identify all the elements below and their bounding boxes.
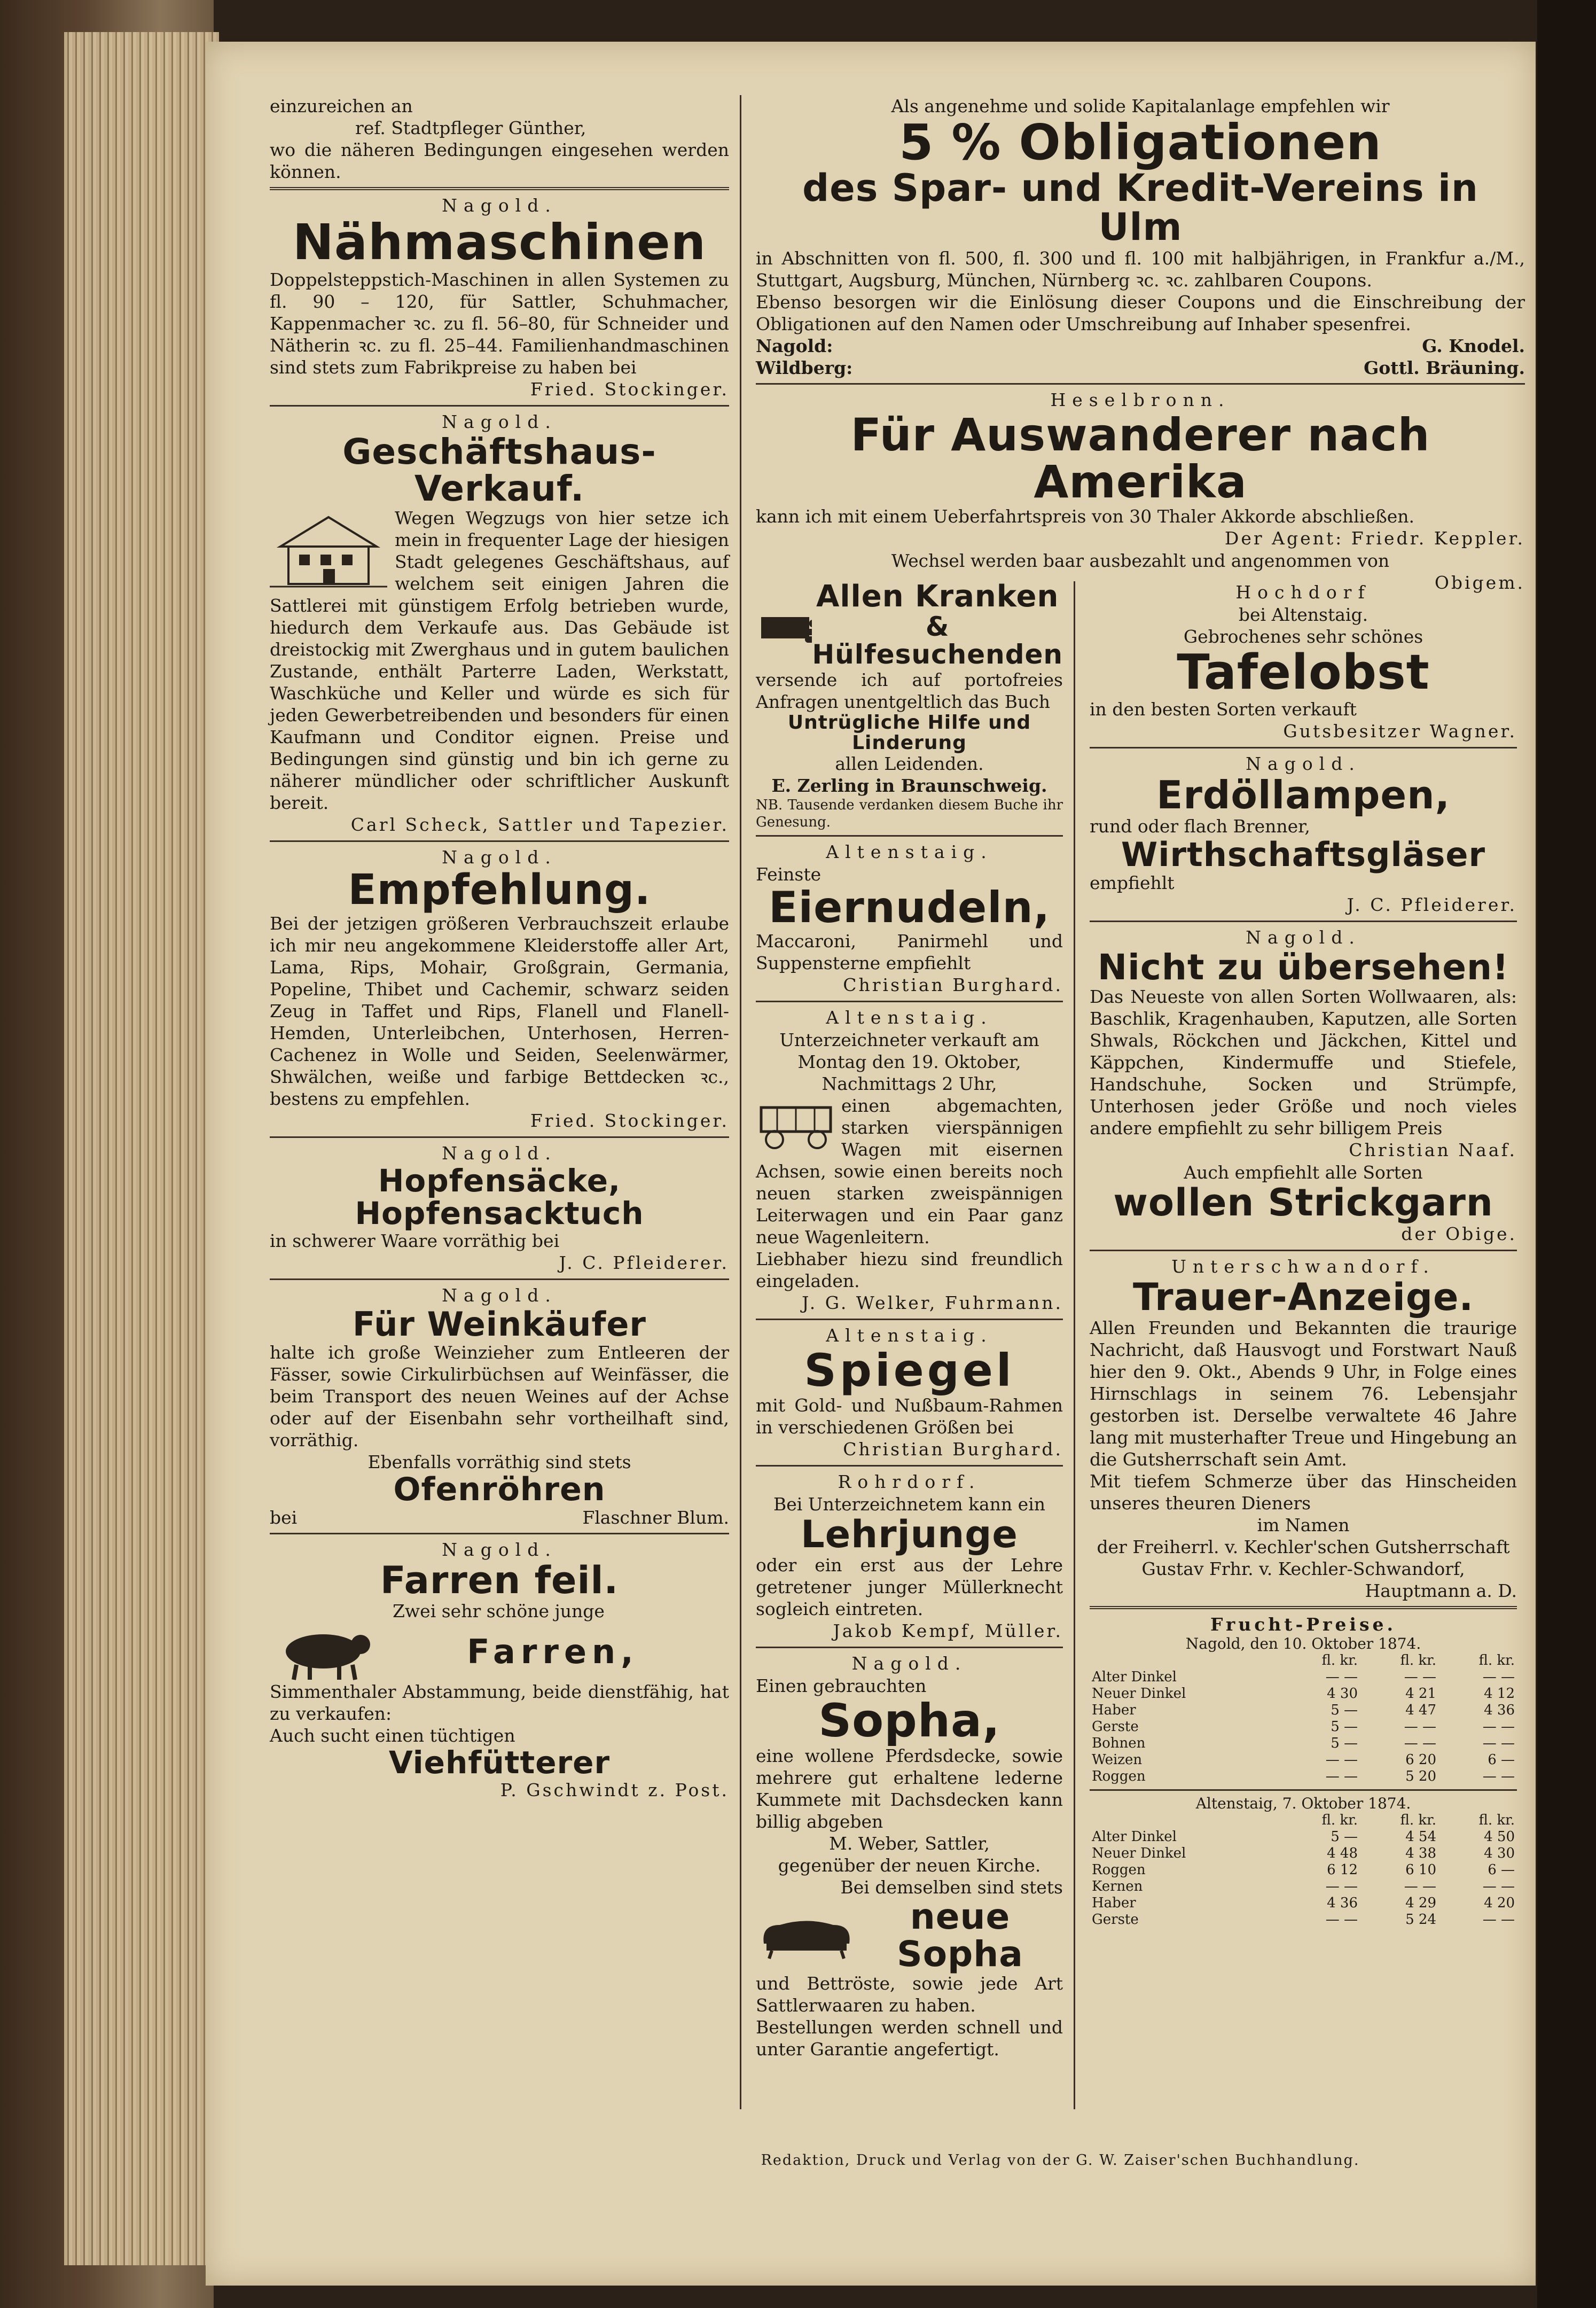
price-cell: 4 12 xyxy=(1484,1686,1515,1702)
grain-name: Weizen xyxy=(1092,1752,1143,1768)
grain-name: Haber xyxy=(1092,1895,1136,1912)
price-cell: — — xyxy=(1325,1752,1358,1768)
grain-name: Bohnen xyxy=(1092,1735,1146,1752)
price-row xyxy=(1090,1862,1517,1878)
ad-title: Nähmaschinen xyxy=(292,214,707,271)
imprint-footer: Redaktion, Druck und Verlag von der G. W. Zaiser'schen Buchhandlung. xyxy=(761,2152,1360,2169)
grain-name: Alter Dinkel xyxy=(1092,1829,1177,1845)
price-cell: 6 — xyxy=(1488,1752,1515,1768)
price-row xyxy=(1090,1768,1517,1785)
ad-farren: Nagold. Farren feil. Zwei sehr schöne junge Farren, Simmenthaler Abstammung, beide dienstfähig, hat zu verkaufen: Auch sucht einen tüchtigen Viehfütterer P. Gschwindt z. Post. xyxy=(270,1539,729,1801)
column-2-top xyxy=(756,95,1525,594)
price-cell: 4 48 xyxy=(1327,1845,1358,1862)
price-cell: 5 — xyxy=(1331,1702,1358,1719)
price-cell: 4 38 xyxy=(1405,1845,1436,1862)
grain-name: Haber xyxy=(1092,1702,1136,1719)
ad-obligationen: Als angenehme und solide Kapitalanlage empfehlen wir 5 % Obligationen des Spar- und Kredit-Vereins in Ulm in Abschnitten von fl. 500, fl. 300 und fl. 100 mit halbjährigen, in Frankfur a./M., Stuttgart, Augsburg, München, Nürnberg ꝛc. ꝛc. zahlbaren Coupons. Ebenso besorgen wir die Einlösung dieser Coupons und die Einschreibung der Obligationen auf den Namen oder Umschreibung auf Inhaber spesenfrei. Nagold: G. Knodel. Wildberg: Gottl. Bräuning. xyxy=(756,96,1525,378)
ad-kranke: Allen Kranken & Hülfesuchenden versende ich auf portofreies Anfragen unentgeltlich das Buch Untrügliche Hilfe und Linderung allen Leidenden. E. Zerling in Braunschweig. NB. Tausende verdanken diesem Buche ihr Genesung. xyxy=(756,579,1063,831)
ad-naehmaschinen: Nagold. Nähmaschinen Doppelsteppstich-Maschinen in allen Systemen zu fl. 90 – 120, für Sattler, Schuhmacher, Kappenmacher ꝛc. zu fl. 56–80, für Schneider und Nätherin ꝛc. zu fl. 25–44. Familienhandmaschinen sind stets zum Fabrikpreise zu haben bei Fried. Stockinger. xyxy=(270,195,729,400)
price-cell: — — xyxy=(1325,1878,1358,1895)
fragment: einzureichen an ref. Stadtpfleger Günther, wo die näheren Bedingungen eingesehen werden können. xyxy=(270,96,729,182)
bull-illustration-icon xyxy=(270,1622,377,1681)
grain-name: Gerste xyxy=(1092,1912,1139,1928)
price-cell: 4 21 xyxy=(1405,1686,1436,1702)
sofa-illustration-icon xyxy=(756,1912,857,1960)
price-cell: 4 30 xyxy=(1327,1686,1358,1702)
column-2 xyxy=(756,581,1063,2060)
wagon-illustration-icon xyxy=(756,1097,836,1150)
grain-name: Neuer Dinkel xyxy=(1092,1686,1186,1702)
price-cell: 4 54 xyxy=(1405,1829,1436,1845)
ad-empfehlung: Nagold. Empfehlung. Bei der jetzigen größeren Verbrauchszeit erlaube ich mir neu angekommene Kleiderstoffe aller Art, Lama, Rips, Mohair, Großgrain, Germania, Popeline, Thibet und Cachemir, schwarz seiden Zeug in Taffet und Rips, Flanell und Flanell-Hemden, Unterleibchen, Unterhosen, Herren-Cachenez in Wolle und Seiden, Seelenwärmer, Shwälchen, weiße und farbige Bettdecken ꝛc., bestens zu empfehlen. Fried. Stockinger. xyxy=(270,847,729,1132)
pointing-hand-icon xyxy=(756,596,812,654)
price-cell: — — xyxy=(1482,1768,1515,1785)
price-cell: 5 — xyxy=(1331,1829,1358,1845)
column-3 xyxy=(1090,581,1517,1928)
price-row xyxy=(1090,1752,1517,1768)
ad-sopha: Nagold. Einen gebrauchten Sopha, eine wollene Pferdsdecke, sowie mehrere gut erhaltene lederne Kummete mit Dachsdecken kann billig abgeben M. Weber, Sattler, gegenüber der neuen Kirche. Bei demselben sind stets neue Sopha und Bettröste, sowie jede Art Sattlerwaaren zu haben. Bestellungen werden schnell und unter Garantie angefertigt. xyxy=(756,1653,1063,2060)
price-cell: — — xyxy=(1325,1669,1358,1686)
price-cell: — — xyxy=(1404,1719,1436,1735)
ad-trauer: Unterschwandorf. Trauer-Anzeige. Allen Freunden und Bekannten die traurige Nachricht, daß Hausvogt und Forstwart Nauß hier den 9. Okt., Abends 9 Uhr, in Folge eines Hirnschlags in seinem 76. Lebensjahr gestorben ist. Derselbe verwaltete 46 Jahre lang mit musterhafter Treue und Hingebung an die Gutsherrschaft sein Amt. Mit tiefem Schmerze über das Hinscheiden unseres theuren Dieners im Namen der Freiherrl. v. Kechler'schen Gutsherrschaft Gustav Frhr. v. Kechler-Schwandorf, Hauptmann a. D. xyxy=(1090,1256,1517,1602)
fruit-price-table-altenstaig: fl. kr. fl. kr. fl. kr. Alter Dinkel 5 — 4 54 4 50 Neuer Dinkel 4 48 4 38 4 30 Roggen 6 12 6 10 6 — Kernen — — — — — — Haber 4 36 4 29 4 20 Gerste — — 5 24 — — xyxy=(1090,1812,1517,1928)
price-row xyxy=(1090,1845,1517,1862)
fruit-prices: Frucht-Preise. Nagold, den 10. Oktober 1874. fl. kr. fl. kr. fl. kr. Alter Dinkel — — — — — — Neuer Dinkel 4 30 4 21 4 12 Haber 5 — 4 47 4 36 Gerste 5 — — — — — Bohnen 5 — — — — — Weizen — — 6 20 6 — Roggen — — 5 20 — — Altenstaig, 7. Oktober 1874. fl. kr. fl. kr. fl. kr. Alter Dinkel 5 — 4 54 4 50 Neuer Dinkel 4 48 4 38 4 30 Roggen 6 12 6 10 6 — Kernen — — — — — — Haber 4 36 4 29 4 20 Gerste — — 5 24 — — xyxy=(1090,1613,1517,1928)
price-cell: 4 50 xyxy=(1484,1829,1515,1845)
ad-tafelobst: Hochdorf bei Altenstaig. Gebrochenes sehr schönes Tafelobst in den besten Sorten verkauft Gutsbesitzer Wagner. xyxy=(1090,582,1517,742)
ad-geschaeftshaus: Nagold. Geschäftshaus- Verkauf. Wegen Wegzugs von hier setze ich mein in frequenter Lage der hiesigen Stadt gelegenes Geschäftshaus, auf welchem seit einigen Jahren die Sattlerei mit günstigem Erfolg betrieben wurde, hiedurch dem Verkaufe aus. Das Gebäude ist dreistockig mit Zwerghaus und in gutem baulichen Zustande, enthält Parterre Laden, Werkstatt, Waschküche und Keller und würde es sich für jeden Gewerbetreibenden und besonders für einen Kaufmann und Conditor eignen. Preise und Bedingungen sind günstig und bin ich gerne zu näherer mündlicher oder schriftlicher Auskunft bereit. Carl Scheck, Sattler und Tapezier. xyxy=(270,411,729,836)
price-cell: 4 29 xyxy=(1405,1895,1436,1912)
price-row xyxy=(1090,1702,1517,1719)
price-cell: 5 — xyxy=(1331,1735,1358,1752)
grain-name: Alter Dinkel xyxy=(1092,1669,1177,1686)
price-row xyxy=(1090,1912,1517,1928)
ad-eiernudeln: Altenstaig. Feinste Eiernudeln, Maccaroni, Panirmehl und Suppensterne empfiehlt Christian Burghard. xyxy=(756,841,1063,996)
price-cell: 6 20 xyxy=(1405,1752,1436,1768)
grain-name: Kernen xyxy=(1092,1878,1143,1895)
grain-name: Roggen xyxy=(1092,1862,1146,1878)
column-1 xyxy=(270,95,729,1802)
price-cell: — — xyxy=(1482,1669,1515,1686)
price-row xyxy=(1090,1735,1517,1752)
fruit-price-table-nagold: fl. kr. fl. kr. fl. kr. Alter Dinkel — — — — — — Neuer Dinkel 4 30 4 21 4 12 Haber 5 — 4 47 4 36 Gerste 5 — — — — — Bohnen 5 — — — — — Weizen — — 6 20 6 — Roggen — — 5 20 — — xyxy=(1090,1652,1517,1785)
page-edges xyxy=(64,32,219,2265)
price-cell: 5 20 xyxy=(1405,1768,1436,1785)
price-cell: 6 12 xyxy=(1327,1862,1358,1878)
price-cell: — — xyxy=(1482,1878,1515,1895)
price-cell: 6 10 xyxy=(1405,1862,1436,1878)
price-cell: — — xyxy=(1404,1735,1436,1752)
price-row xyxy=(1090,1686,1517,1702)
price-row xyxy=(1090,1719,1517,1735)
house-illustration-icon xyxy=(270,509,387,589)
price-cell: 4 47 xyxy=(1405,1702,1436,1719)
ad-wollwaaren: Nagold. Nicht zu übersehen! Das Neueste von allen Sorten Wollwaaren, als: Baschlik, Kragenhauben, Kaputzen, alle Sorten Shwals, Röckchen und Jäckchen, Kittel und Käppchen, Kindermuffe und Stiefele, Handschuhe, Socken und Strümpfe, Unterhosen jeder Größe und noch vieles andere empfiehlt zu sehr billigem Preis Christian Naaf. Auch empfiehlt alle Sorten wollen Strickgarn der Obige. xyxy=(1090,927,1517,1244)
ad-weinkaeufer: Nagold. Für Weinkäufer halte ich große Weinzieher zum Entleeren der Fässer, sowie Cirkulirbüchsen auf Weinfässer, die beim Transport des neuen Weines auf der Achse oder auf der Eisenbahn sehr vortheilhaft sind, vorräthig. Ebenfalls vorräthig sind stets Ofenröhren bei Flaschner Blum. xyxy=(270,1284,729,1528)
ad-auswanderer: Heselbronn. Für Auswanderer nach Amerika kann ich mit einem Ueberfahrtspreis von 30 Thaler Akkorde abschließen. Der Agent: Friedr. Keppler. Wechsel werden baar ausbezahlt und angenommen von Obigem. xyxy=(756,389,1525,593)
price-cell: 4 20 xyxy=(1484,1895,1515,1912)
ad-wagen: Altenstaig. Unterzeichneter verkauft am Montag den 19. Oktober, Nachmittags 2 Uhr, einen abgemachten, starken vierspännigen Wagen mit eisernen Achsen, sowie einen bereits noch neuen starken zweispännigen Leiterwagen und ein Paar ganz neue Wagenleitern. Liebhaber hiezu sind freundlich eingeladen. J. G. Welker, Fuhrmann. xyxy=(756,1007,1063,1314)
ad-erdoellampen: Nagold. Erdöllampen, rund oder flach Brenner, Wirthschaftsgläser empfiehlt J. C. Pfleiderer. xyxy=(1090,753,1517,916)
price-cell: — — xyxy=(1482,1912,1515,1928)
column-rule xyxy=(1074,581,1075,2109)
price-cell: — — xyxy=(1404,1878,1436,1895)
price-row xyxy=(1090,1829,1517,1845)
book-background-right xyxy=(1537,0,1596,2308)
price-cell: — — xyxy=(1404,1669,1436,1686)
price-cell: — — xyxy=(1482,1735,1515,1752)
price-cell: 4 36 xyxy=(1327,1895,1358,1912)
price-row xyxy=(1090,1669,1517,1686)
price-cell: 4 30 xyxy=(1484,1845,1515,1862)
price-cell: 6 — xyxy=(1488,1862,1515,1878)
newspaper-page xyxy=(206,42,1536,2286)
price-cell: 4 36 xyxy=(1484,1702,1515,1719)
price-row xyxy=(1090,1895,1517,1912)
grain-name: Roggen xyxy=(1092,1768,1146,1785)
column-rule xyxy=(740,95,741,2109)
price-row xyxy=(1090,1878,1517,1895)
price-cell: 5 24 xyxy=(1405,1912,1436,1928)
price-cell: — — xyxy=(1482,1719,1515,1735)
price-cell: 5 — xyxy=(1331,1719,1358,1735)
grain-name: Gerste xyxy=(1092,1719,1139,1735)
price-cell: — — xyxy=(1325,1912,1358,1928)
price-cell: — — xyxy=(1325,1768,1358,1785)
ad-lehrjunge: Rohrdorf. Bei Unterzeichnetem kann ein Lehrjunge oder ein erst aus der Lehre getretener junger Müllerknecht sogleich eintreten. Jakob Kempf, Müller. xyxy=(756,1471,1063,1642)
ad-spiegel: Altenstaig. Spiegel mit Gold- und Nußbaum-Rahmen in verschiedenen Größen bei Christian Burghard. xyxy=(756,1325,1063,1460)
ad-hopfensaecke: Nagold. Hopfensäcke, Hopfensacktuch in schwerer Waare vorräthig bei J. C. Pfleiderer. xyxy=(270,1143,729,1273)
grain-name: Neuer Dinkel xyxy=(1092,1845,1186,1862)
